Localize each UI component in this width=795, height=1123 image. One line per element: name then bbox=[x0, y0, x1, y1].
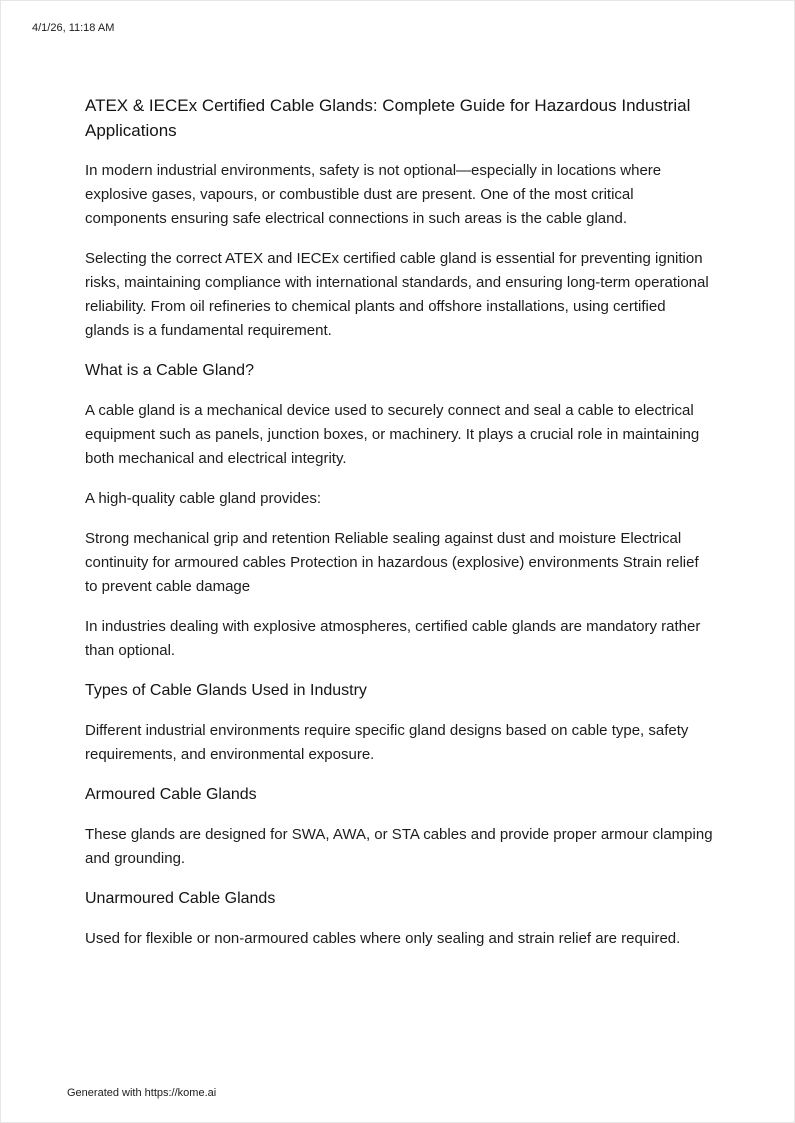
heading-unarmoured-cable-glands: Unarmoured Cable Glands bbox=[85, 890, 276, 907]
heading-armoured-cable-glands: Armoured Cable Glands bbox=[85, 786, 257, 803]
paragraph-mandatory-statement: In industries dealing with explosive atmospheres, certified cable glands are mandatory rather than optional. bbox=[85, 618, 701, 659]
generated-with-text: Generated with https://kome.ai bbox=[67, 1087, 217, 1099]
heading-what-is-a-cable-gland: What is a Cable Gland? bbox=[85, 362, 254, 379]
paragraph-gland-definition: A cable gland is a mechanical device used to securely connect and seal a cable to electrical equipment such as panels, junction boxes, or machinery. It plays a crucial role in maintaining both mechanical and electrical integrity. bbox=[85, 402, 700, 467]
heading-types-of-cable-glands: Types of Cable Glands Used in Industry bbox=[85, 682, 367, 699]
paragraph-selecting-glands: Selecting the correct ATEX and IECEx certified cable gland is essential for preventing ignition risks, maintaining compliance with international standards, and ensuring long-term operational reliability. From oil refineries to chemical plants and offshore installations, using certified glands is a fundamental requirement. bbox=[85, 250, 709, 339]
paragraph-unarmoured-description: Used for flexible or non-armoured cables where only sealing and strain relief are required. bbox=[85, 930, 681, 947]
print-timestamp: 4/1/26, 11:18 AM bbox=[32, 22, 115, 34]
document-title: ATEX & IECEx Certified Cable Glands: Complete Guide for Hazardous Industrial Applications bbox=[85, 96, 691, 140]
paragraph-types-intro: Different industrial environments require specific gland designs based on cable type, safety requirements, and environmental exposure. bbox=[85, 722, 689, 763]
paragraph-armoured-description: These glands are designed for SWA, AWA, or STA cables and provide proper armour clamping and grounding. bbox=[85, 826, 713, 867]
paragraph-intro-safety: In modern industrial environments, safety is not optional—especially in locations where explosive gases, vapours, or combustible dust are present. One of the most critical components ensuring safe electrical connections in such areas is the cable gland. bbox=[85, 162, 662, 227]
document-body bbox=[85, 93, 713, 967]
print-footer bbox=[67, 1086, 216, 1100]
paragraph-gland-benefits-list: Strong mechanical grip and retention Reliable sealing against dust and moisture Electrical continuity for armoured cables Protection in hazardous (explosive) environments Strain relief to prevent cable damage bbox=[85, 530, 699, 595]
print-header bbox=[32, 21, 114, 35]
paragraph-gland-provides-lead: A high-quality cable gland provides: bbox=[85, 490, 321, 507]
